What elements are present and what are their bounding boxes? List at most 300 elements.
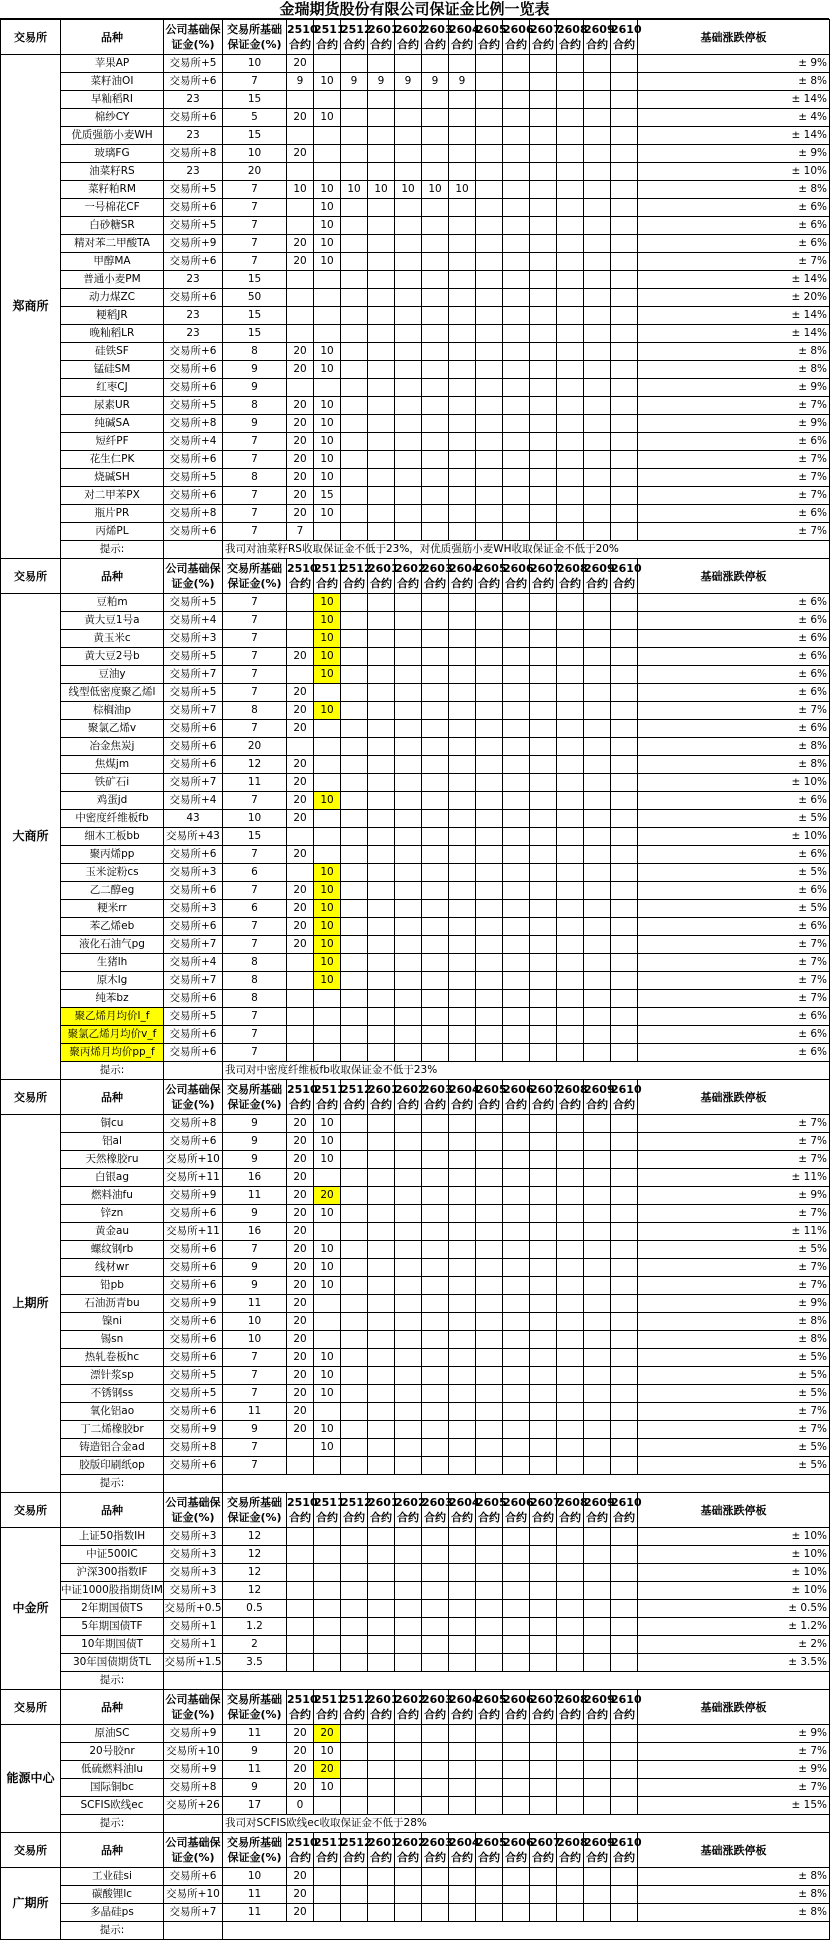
month-2610-value — [611, 1600, 638, 1618]
company-margin: 交易所+6 — [164, 1277, 223, 1295]
exchange-margin: 10 — [223, 145, 287, 163]
month-2610-value — [611, 738, 638, 756]
month-2601-value: 9 — [368, 73, 395, 91]
tip-text: 我司对油菜籽RS收取保证金不低于23%，对优质强筋小麦WH收取保证金不低于20% — [223, 541, 830, 559]
month-2609-value — [584, 918, 611, 936]
month-2602-value — [395, 1026, 422, 1044]
month-2603-value — [422, 846, 449, 864]
company-margin: 交易所+3 — [164, 1528, 223, 1546]
month-2608-value — [557, 1385, 584, 1403]
header-month-2511: 2511 合约 — [314, 1833, 341, 1868]
month-2510-value: 20 — [287, 487, 314, 505]
header-exchange-base: 交易所基础保证金(%) — [223, 1493, 287, 1528]
table-row — [1, 253, 830, 271]
exchange-margin: 9 — [223, 1205, 287, 1223]
month-2608-value — [557, 253, 584, 271]
variety-name: 天然橡胶ru — [61, 1151, 164, 1169]
variety-name: 上证50指数IH — [61, 1528, 164, 1546]
month-2512-value — [341, 325, 368, 343]
month-2511-value: 10 — [314, 1241, 341, 1259]
month-2512-value — [341, 1295, 368, 1313]
month-2512-value — [341, 397, 368, 415]
month-2608-value — [557, 343, 584, 361]
month-2511-value: 10 — [314, 936, 341, 954]
month-2511-value — [314, 1797, 341, 1815]
variety-name: 10年期国债T — [61, 1636, 164, 1654]
month-2609-value — [584, 451, 611, 469]
month-2602-value — [395, 1421, 422, 1439]
month-2604-value — [449, 1205, 476, 1223]
table-row — [1, 505, 830, 523]
month-2606-value — [503, 271, 530, 289]
month-2606-value — [503, 487, 530, 505]
month-2512-value — [341, 1761, 368, 1779]
month-2608-value — [557, 433, 584, 451]
month-2512-value: 9 — [341, 73, 368, 91]
price-limit: ± 6% — [638, 792, 830, 810]
month-2601-value — [368, 702, 395, 720]
price-limit: ± 8% — [638, 73, 830, 91]
month-2603-value — [422, 918, 449, 936]
month-2602-value — [395, 756, 422, 774]
month-2601-value — [368, 882, 395, 900]
month-2610-value — [611, 505, 638, 523]
header-exchange: 交易所 — [1, 1493, 61, 1528]
exchange-margin: 15 — [223, 307, 287, 325]
exchange-margin: 11 — [223, 774, 287, 792]
tip-row — [1, 1922, 830, 1940]
month-2512-value — [341, 1367, 368, 1385]
month-2510-value: 20 — [287, 1421, 314, 1439]
month-2607-value — [530, 1421, 557, 1439]
table-row — [1, 415, 830, 433]
month-2610-value — [611, 415, 638, 433]
company-margin: 23 — [164, 307, 223, 325]
month-2605-value — [476, 1026, 503, 1044]
month-2609-value — [584, 397, 611, 415]
month-2603-value — [422, 1564, 449, 1582]
header-month-2610: 2610 合约 — [611, 1493, 638, 1528]
month-2606-value — [503, 702, 530, 720]
header-month-2603: 2603 合约 — [422, 1690, 449, 1725]
variety-name: 黄金au — [61, 1223, 164, 1241]
month-2511-value: 10 — [314, 1743, 341, 1761]
month-2601-value — [368, 1797, 395, 1815]
month-2512-value — [341, 1868, 368, 1886]
company-margin: 交易所+6 — [164, 1205, 223, 1223]
month-2602-value — [395, 1618, 422, 1636]
variety-name: 早籼稻RI — [61, 91, 164, 109]
month-2512-value — [341, 1546, 368, 1564]
month-2606-value — [503, 900, 530, 918]
month-2605-value — [476, 1385, 503, 1403]
header-exchange-base: 交易所基础保证金(%) — [223, 1080, 287, 1115]
month-2603-value — [422, 1886, 449, 1904]
month-2602-value — [395, 1295, 422, 1313]
month-2512-value — [341, 972, 368, 990]
month-2601-value — [368, 972, 395, 990]
month-2606-value — [503, 1582, 530, 1600]
month-2605-value — [476, 1331, 503, 1349]
month-2609-value — [584, 1241, 611, 1259]
month-2605-value — [476, 343, 503, 361]
month-2601-value — [368, 792, 395, 810]
month-2606-value — [503, 1026, 530, 1044]
month-2605-value — [476, 828, 503, 846]
month-2510-value: 20 — [287, 415, 314, 433]
price-limit: ± 5% — [638, 1385, 830, 1403]
header-month-2510: 2510 合约 — [287, 1833, 314, 1868]
header-month-2610: 2610 合约 — [611, 1833, 638, 1868]
month-2601-value — [368, 325, 395, 343]
month-2609-value — [584, 1133, 611, 1151]
month-2605-value — [476, 954, 503, 972]
month-2511-value — [314, 1636, 341, 1654]
month-2604-value — [449, 1636, 476, 1654]
month-2510-value: 20 — [287, 1313, 314, 1331]
month-2606-value — [503, 361, 530, 379]
price-limit: ± 7% — [638, 1151, 830, 1169]
month-2602-value — [395, 1169, 422, 1187]
month-2605-value — [476, 361, 503, 379]
month-2511-value — [314, 1886, 341, 1904]
month-2510-value: 20 — [287, 55, 314, 73]
month-2607-value — [530, 1349, 557, 1367]
variety-name: 工业硅si — [61, 1868, 164, 1886]
month-2607-value — [530, 900, 557, 918]
month-2610-value — [611, 1313, 638, 1331]
month-2511-value: 20 — [314, 1725, 341, 1743]
month-2604-value — [449, 361, 476, 379]
price-limit: ± 7% — [638, 990, 830, 1008]
header-month-2510: 2510 合约 — [287, 559, 314, 594]
price-limit: ± 14% — [638, 127, 830, 145]
month-2511-value: 10 — [314, 900, 341, 918]
variety-name: 漂针浆sp — [61, 1367, 164, 1385]
month-2608-value — [557, 1761, 584, 1779]
month-2511-value: 10 — [314, 505, 341, 523]
variety-name: 花生仁PK — [61, 451, 164, 469]
month-2603-value — [422, 1169, 449, 1187]
month-2510-value — [287, 990, 314, 1008]
month-2609-value — [584, 1439, 611, 1457]
price-limit: ± 6% — [638, 846, 830, 864]
table-row — [1, 1528, 830, 1546]
price-limit: ± 8% — [638, 1904, 830, 1922]
month-2609-value — [584, 846, 611, 864]
month-2607-value — [530, 145, 557, 163]
table-row — [1, 1187, 830, 1205]
price-limit: ± 7% — [638, 487, 830, 505]
table-row — [1, 846, 830, 864]
month-2601-value — [368, 361, 395, 379]
table-row — [1, 828, 830, 846]
month-2605-value — [476, 451, 503, 469]
price-limit: ± 7% — [638, 936, 830, 954]
month-2603-value — [422, 1277, 449, 1295]
variety-name: 硅铁SF — [61, 343, 164, 361]
month-2603-value — [422, 1582, 449, 1600]
month-2606-value — [503, 1618, 530, 1636]
month-2511-value — [314, 720, 341, 738]
table-row — [1, 109, 830, 127]
month-2605-value — [476, 1133, 503, 1151]
header-month-2609: 2609 合约 — [584, 1493, 611, 1528]
month-2605-value — [476, 1223, 503, 1241]
month-2604-value — [449, 1151, 476, 1169]
variety-name: 燃料油fu — [61, 1187, 164, 1205]
month-2601-value — [368, 1904, 395, 1922]
month-2610-value — [611, 1331, 638, 1349]
month-2603-value: 10 — [422, 181, 449, 199]
month-2604-value — [449, 1528, 476, 1546]
month-2603-value — [422, 199, 449, 217]
month-2602-value — [395, 972, 422, 990]
month-2510-value: 20 — [287, 505, 314, 523]
header-month-2512: 2512 合约 — [341, 20, 368, 55]
month-2604-value — [449, 1797, 476, 1815]
month-2510-value: 20 — [287, 433, 314, 451]
month-2610-value — [611, 1761, 638, 1779]
month-2601-value — [368, 1026, 395, 1044]
exchange-margin: 7 — [223, 181, 287, 199]
month-2609-value — [584, 1205, 611, 1223]
month-2601-value — [368, 594, 395, 612]
month-2608-value — [557, 181, 584, 199]
company-margin: 交易所+4 — [164, 792, 223, 810]
month-2604-value — [449, 882, 476, 900]
month-2602-value — [395, 1223, 422, 1241]
header-month-2607: 2607 合约 — [530, 20, 557, 55]
month-2606-value — [503, 666, 530, 684]
month-2609-value — [584, 1277, 611, 1295]
month-2512-value — [341, 361, 368, 379]
header-month-2609: 2609 合约 — [584, 559, 611, 594]
exchange-margin: 7 — [223, 1385, 287, 1403]
month-2607-value — [530, 774, 557, 792]
variety-name: SCFIS欧线ec — [61, 1797, 164, 1815]
month-2602-value — [395, 954, 422, 972]
month-2607-value — [530, 1582, 557, 1600]
month-2601-value — [368, 810, 395, 828]
month-2606-value — [503, 1457, 530, 1475]
month-2512-value — [341, 756, 368, 774]
exchange-name: 上期所 — [1, 1115, 61, 1493]
month-2512-value — [341, 1654, 368, 1672]
month-2602-value — [395, 361, 422, 379]
price-limit: ± 5% — [638, 810, 830, 828]
table-row — [1, 397, 830, 415]
month-2602-value — [395, 379, 422, 397]
month-2608-value — [557, 1600, 584, 1618]
month-2607-value — [530, 1528, 557, 1546]
month-2605-value — [476, 379, 503, 397]
month-2603-value — [422, 756, 449, 774]
month-2608-value — [557, 469, 584, 487]
month-2606-value — [503, 1868, 530, 1886]
price-limit: ± 5% — [638, 1439, 830, 1457]
header-exchange: 交易所 — [1, 559, 61, 594]
month-2511-value — [314, 325, 341, 343]
exchange-margin: 7 — [223, 451, 287, 469]
header-month-2608: 2608 合约 — [557, 20, 584, 55]
month-2606-value — [503, 91, 530, 109]
month-2606-value — [503, 1886, 530, 1904]
variety-name: 瓶片PR — [61, 505, 164, 523]
month-2610-value — [611, 594, 638, 612]
month-2601-value — [368, 451, 395, 469]
tip-label: 提示: — [61, 541, 164, 559]
month-2601-value — [368, 127, 395, 145]
month-2512-value — [341, 1259, 368, 1277]
month-2512-value — [341, 505, 368, 523]
month-2610-value — [611, 1439, 638, 1457]
month-2512-value — [341, 936, 368, 954]
month-2607-value — [530, 1205, 557, 1223]
exchange-margin: 16 — [223, 1169, 287, 1187]
header-month-2510: 2510 合约 — [287, 1690, 314, 1725]
month-2608-value — [557, 1582, 584, 1600]
variety-name: 一号棉花CF — [61, 199, 164, 217]
exchange-margin: 9 — [223, 1115, 287, 1133]
month-2511-value — [314, 163, 341, 181]
tip-label: 提示: — [61, 1672, 164, 1690]
company-margin: 交易所+1 — [164, 1636, 223, 1654]
month-2604-value — [449, 1654, 476, 1672]
month-2602-value — [395, 828, 422, 846]
exchange-margin: 11 — [223, 1187, 287, 1205]
month-2510-value — [287, 1582, 314, 1600]
month-2607-value — [530, 756, 557, 774]
company-margin: 交易所+9 — [164, 1295, 223, 1313]
month-2510-value — [287, 1026, 314, 1044]
month-2602-value — [395, 900, 422, 918]
price-limit: ± 10% — [638, 774, 830, 792]
variety-name: 聚丙烯pp — [61, 846, 164, 864]
table-row — [1, 289, 830, 307]
exchange-margin: 7 — [223, 523, 287, 541]
month-2602-value — [395, 145, 422, 163]
month-2511-value: 10 — [314, 1349, 341, 1367]
month-2605-value — [476, 1600, 503, 1618]
price-limit: ± 14% — [638, 271, 830, 289]
month-2604-value — [449, 253, 476, 271]
month-2510-value: 20 — [287, 109, 314, 127]
month-2510-value: 20 — [287, 684, 314, 702]
month-2601-value — [368, 1385, 395, 1403]
month-2601-value — [368, 109, 395, 127]
tip-row — [1, 1475, 830, 1493]
month-2605-value — [476, 487, 503, 505]
month-2604-value — [449, 469, 476, 487]
month-2512-value — [341, 1008, 368, 1026]
table-row — [1, 684, 830, 702]
company-margin: 交易所+6 — [164, 756, 223, 774]
price-limit: ± 5% — [638, 864, 830, 882]
month-2602-value — [395, 1600, 422, 1618]
variety-name: 红枣CJ — [61, 379, 164, 397]
month-2609-value — [584, 1725, 611, 1743]
month-2605-value — [476, 1008, 503, 1026]
month-2607-value — [530, 163, 557, 181]
month-2605-value — [476, 1187, 503, 1205]
table-row — [1, 990, 830, 1008]
month-2603-value — [422, 325, 449, 343]
month-2606-value — [503, 505, 530, 523]
exchange-margin: 11 — [223, 1403, 287, 1421]
month-2605-value — [476, 810, 503, 828]
company-margin: 交易所+11 — [164, 1169, 223, 1187]
month-2609-value — [584, 1151, 611, 1169]
month-2604-value — [449, 397, 476, 415]
month-2602-value — [395, 163, 422, 181]
header-month-2602: 2602 合约 — [395, 1690, 422, 1725]
month-2605-value — [476, 756, 503, 774]
month-2607-value — [530, 1008, 557, 1026]
price-limit: ± 7% — [638, 469, 830, 487]
month-2604-value — [449, 954, 476, 972]
month-2603-value — [422, 936, 449, 954]
month-2601-value — [368, 1546, 395, 1564]
month-2608-value — [557, 1421, 584, 1439]
exchange-name: 中金所 — [1, 1528, 61, 1690]
company-margin: 交易所+5 — [164, 1367, 223, 1385]
month-2605-value — [476, 1546, 503, 1564]
month-2512-value — [341, 792, 368, 810]
month-2511-value: 10 — [314, 792, 341, 810]
month-2608-value — [557, 738, 584, 756]
month-2602-value — [395, 91, 422, 109]
month-2601-value — [368, 1868, 395, 1886]
month-2510-value — [287, 289, 314, 307]
exchange-margin: 7 — [223, 1367, 287, 1385]
month-2605-value — [476, 1582, 503, 1600]
month-2605-value — [476, 1349, 503, 1367]
tip-label: 提示: — [61, 1815, 164, 1833]
month-2607-value — [530, 594, 557, 612]
month-2610-value — [611, 1349, 638, 1367]
month-2608-value — [557, 666, 584, 684]
month-2511-value: 10 — [314, 702, 341, 720]
month-2609-value — [584, 325, 611, 343]
month-2607-value — [530, 864, 557, 882]
month-2605-value — [476, 1151, 503, 1169]
company-margin: 交易所+11 — [164, 1223, 223, 1241]
variety-name: 丁二烯橡胶br — [61, 1421, 164, 1439]
month-2603-value — [422, 523, 449, 541]
month-2604-value — [449, 1187, 476, 1205]
header-company-base: 公司基础保证金(%) — [164, 20, 223, 55]
price-limit: ± 6% — [638, 918, 830, 936]
variety-name: 粳米rr — [61, 900, 164, 918]
month-2604-value — [449, 720, 476, 738]
month-2510-value — [287, 1636, 314, 1654]
month-2510-value: 20 — [287, 1385, 314, 1403]
month-2511-value — [314, 1618, 341, 1636]
month-2605-value — [476, 612, 503, 630]
month-2604-value — [449, 1169, 476, 1187]
month-2601-value — [368, 145, 395, 163]
table-row — [1, 1868, 830, 1886]
month-2510-value: 20 — [287, 1403, 314, 1421]
month-2603-value — [422, 1367, 449, 1385]
exchange-margin: 20 — [223, 163, 287, 181]
month-2610-value — [611, 900, 638, 918]
month-2609-value — [584, 1868, 611, 1886]
month-2605-value — [476, 1743, 503, 1761]
price-limit: ± 7% — [638, 1259, 830, 1277]
month-2510-value: 20 — [287, 1151, 314, 1169]
